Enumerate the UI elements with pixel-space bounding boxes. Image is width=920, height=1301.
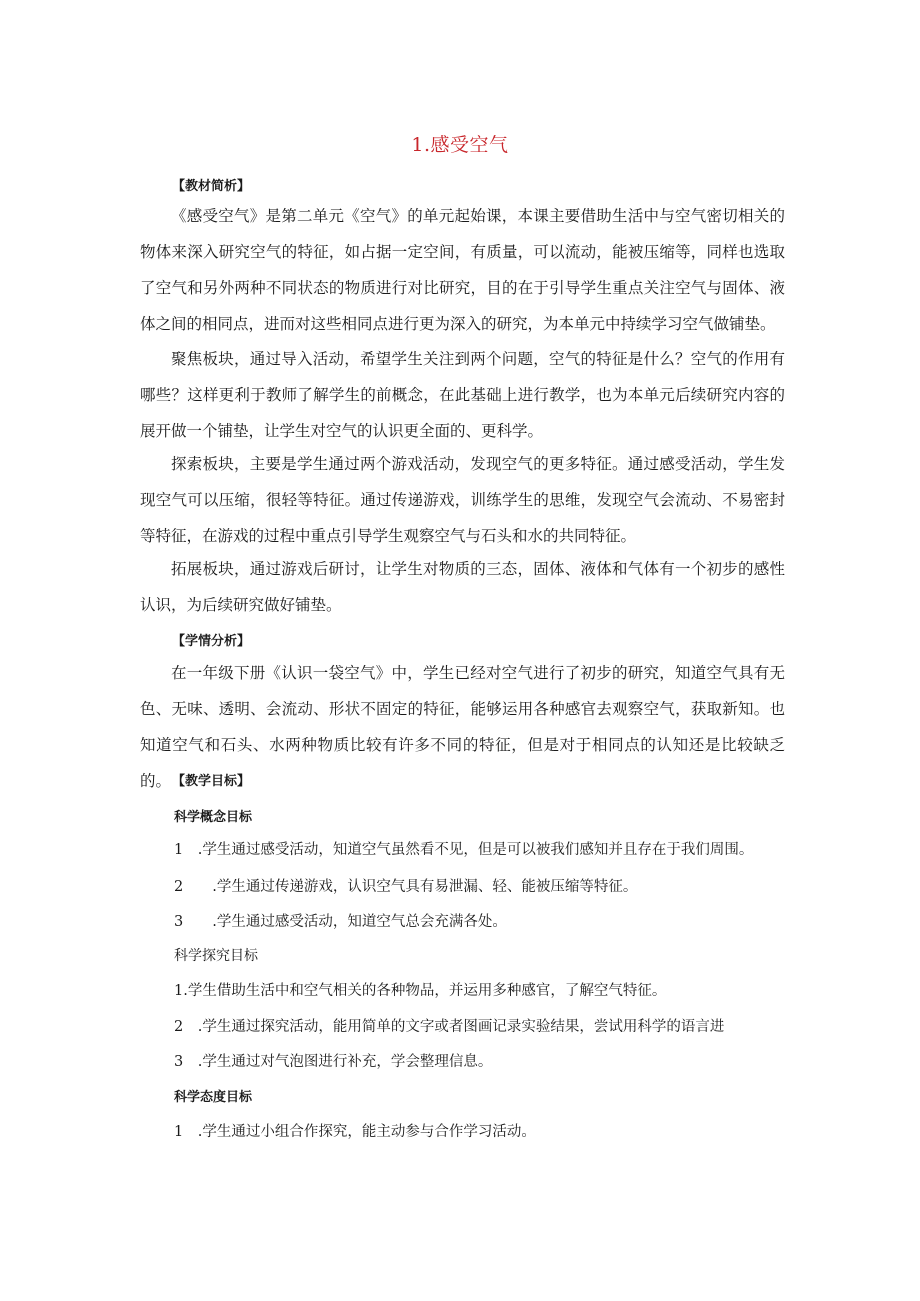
subheading-concept: 科学概念目标	[174, 810, 253, 825]
list-item: 1 .学生通过感受活动，知道空气虽然看不见，但是可以被我们感知并且存在于我们周围。	[174, 842, 754, 858]
section-heading-goals: 【教学目标】	[172, 774, 251, 789]
list-item: 2 .学生通过探究活动，能用简单的文字或者图画记录实验结果，尝试用科学的语言进	[174, 1019, 725, 1035]
list-item: 3 .学生通过感受活动，知道空气总会充满各处。	[174, 914, 507, 930]
list-item: 1 .学生通过小组合作探究，能主动参与合作学习活动。	[174, 1124, 536, 1140]
section-heading-students: 【学情分析】	[172, 634, 251, 649]
list-item: 2 .学生通过传递游戏，认识空气具有易泄漏、轻、能被压缩等特征。	[174, 879, 638, 895]
subheading-inquiry: 科学探究目标	[174, 948, 258, 964]
paragraph: 拓展板块，通过游戏后研讨，让学生对物质的三态，固体、液体和气体有一个初步的感性认识，为后续研究做好铺垫。	[140, 560, 785, 614]
paragraph: 《感受空气》是第二单元《空气》的单元起始课，本课主要借助生活中与空气密切相关的物体来深入研究空气的特征，如占据一定空间，有质量，可以流动，能被压缩等，同样也选取了空气和另外两种不同状态的物质进行对比研究，目的在于引导学生重点关注空气与固体、液体之间的相同点，进而对这些相同点进行更为深入的研究，为本单元中持续学习空气做铺垫。	[140, 207, 785, 333]
page-title: 1.感受空气	[411, 134, 509, 156]
section-heading-textbook: 【教材简析】	[172, 179, 251, 194]
paragraph: 聚焦板块，通过导入活动，希望学生关注到两个问题，空气的特征是什么？空气的作用有哪些？这样更利于教师了解学生的前概念，在此基础上进行教学，也为本单元后续研究内容的展开做一个铺垫，让学生对空气的认识更全面的、更科学。	[140, 350, 785, 440]
list-item: 1.学生借助生活中和空气相关的各种物品，并运用多种感官，了解空气特征。	[174, 983, 667, 999]
paragraph: 探索板块，主要是学生通过两个游戏活动，发现空气的更多特征。通过感受活动，学生发现空气可以压缩，很轻等特征。通过传递游戏，训练学生的思维，发现空气会流动、不易密封等特征，在游戏的过程中重点引导学生观察空气与石头和水的共同特征。	[140, 455, 785, 545]
paragraph: 在一年级下册《认识一袋空气》中，学生已经对空气进行了初步的研究，知道空气具有无色、无味、透明、会流动、形状不固定的特征，能够运用各种感官去观察空气，获取新知。也知道空气和石头、水两种物质比较有许多不同的特征，但是对于相同点的认知还是比较缺乏的。	[140, 664, 785, 790]
subheading-attitude: 科学态度目标	[174, 1090, 253, 1105]
list-item: 3 .学生通过对气泡图进行补充，学会整理信息。	[174, 1054, 493, 1070]
